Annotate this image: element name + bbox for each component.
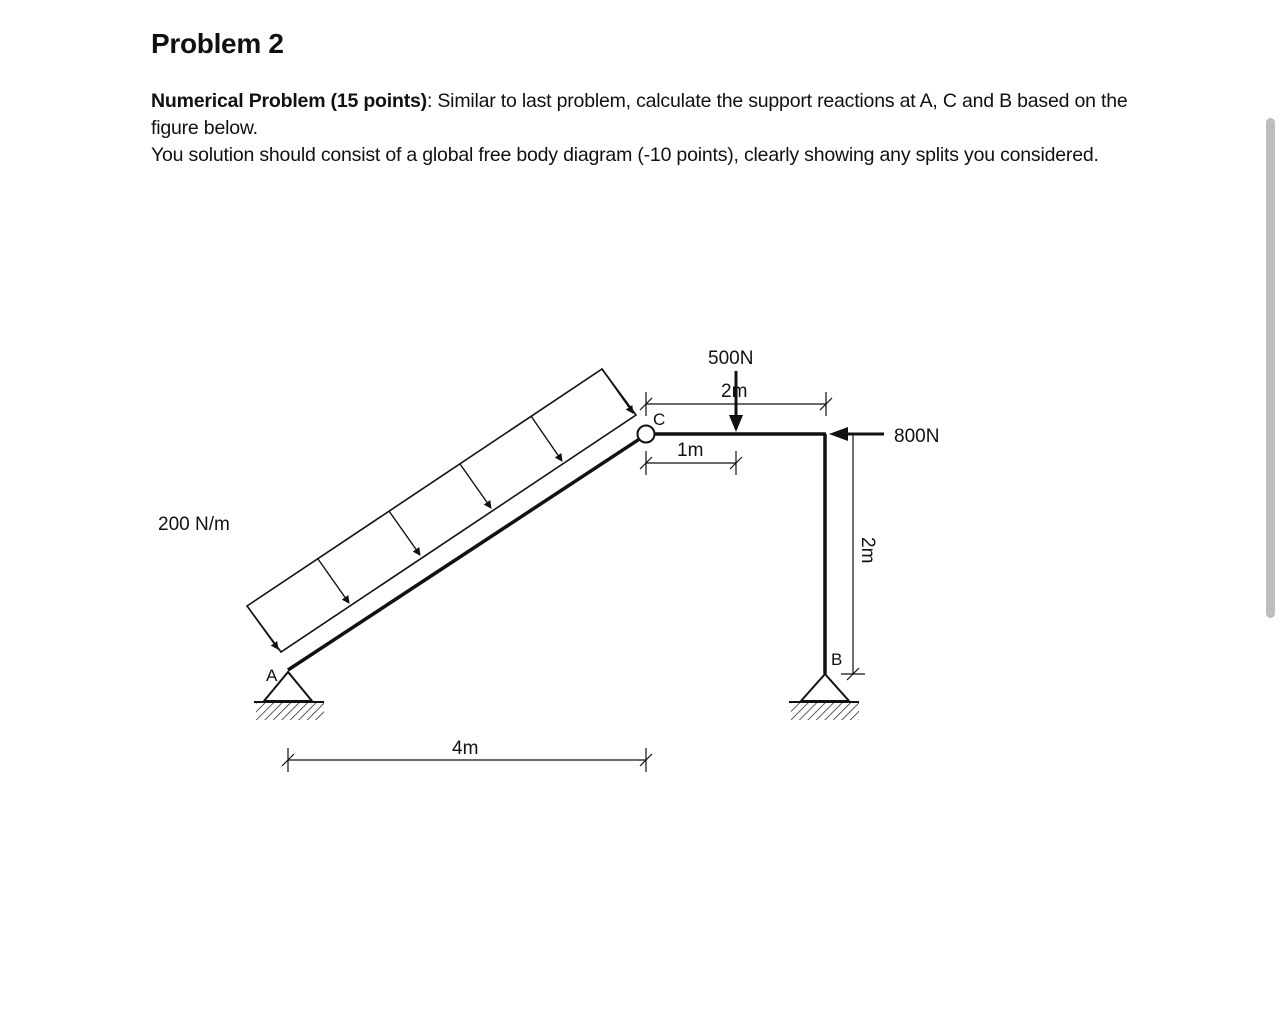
problem-instructions: You solution should consist of a global free body diagram (-10 points), clearly showing any splits you considered. — [151, 144, 1099, 166]
horizontal-load-arrow — [829, 427, 884, 441]
inclined-member — [288, 438, 641, 670]
distributed-load-box — [247, 369, 636, 652]
node-a-label: A — [266, 666, 278, 685]
vertical-scrollbar[interactable] — [1266, 118, 1275, 618]
dimension-c-to-load-label: 1m — [677, 440, 704, 461]
dimension-column-label: 2m — [857, 537, 878, 564]
problem-text: Similar to last problem, calculate the support reactions at A, C and B based on the figure below. — [151, 90, 1128, 139]
load-arrow — [460, 464, 491, 508]
distributed-load-label: 200 N/m — [158, 514, 230, 535]
page-title: Problem 2 — [151, 28, 284, 59]
node-b-label: B — [831, 650, 843, 669]
load-arrow — [247, 606, 278, 649]
pin-support-b — [789, 674, 859, 720]
point-load-label: 500N — [708, 348, 754, 369]
dimension-span-label: 4m — [452, 738, 479, 759]
node-c-label: C — [653, 410, 666, 429]
pin-support-a — [254, 672, 324, 720]
load-arrow — [602, 369, 633, 413]
dimension-c-to-b-label: 2m — [721, 381, 748, 402]
load-arrow — [389, 511, 420, 555]
problem-heading: Numerical Problem (15 points) — [151, 90, 427, 112]
hinge-c — [638, 426, 655, 443]
distributed-load — [247, 369, 636, 652]
load-arrow — [318, 559, 349, 603]
load-arrow — [531, 416, 562, 461]
horizontal-load-label: 800N — [894, 426, 940, 447]
problem-heading-colon: : — [426, 90, 433, 112]
